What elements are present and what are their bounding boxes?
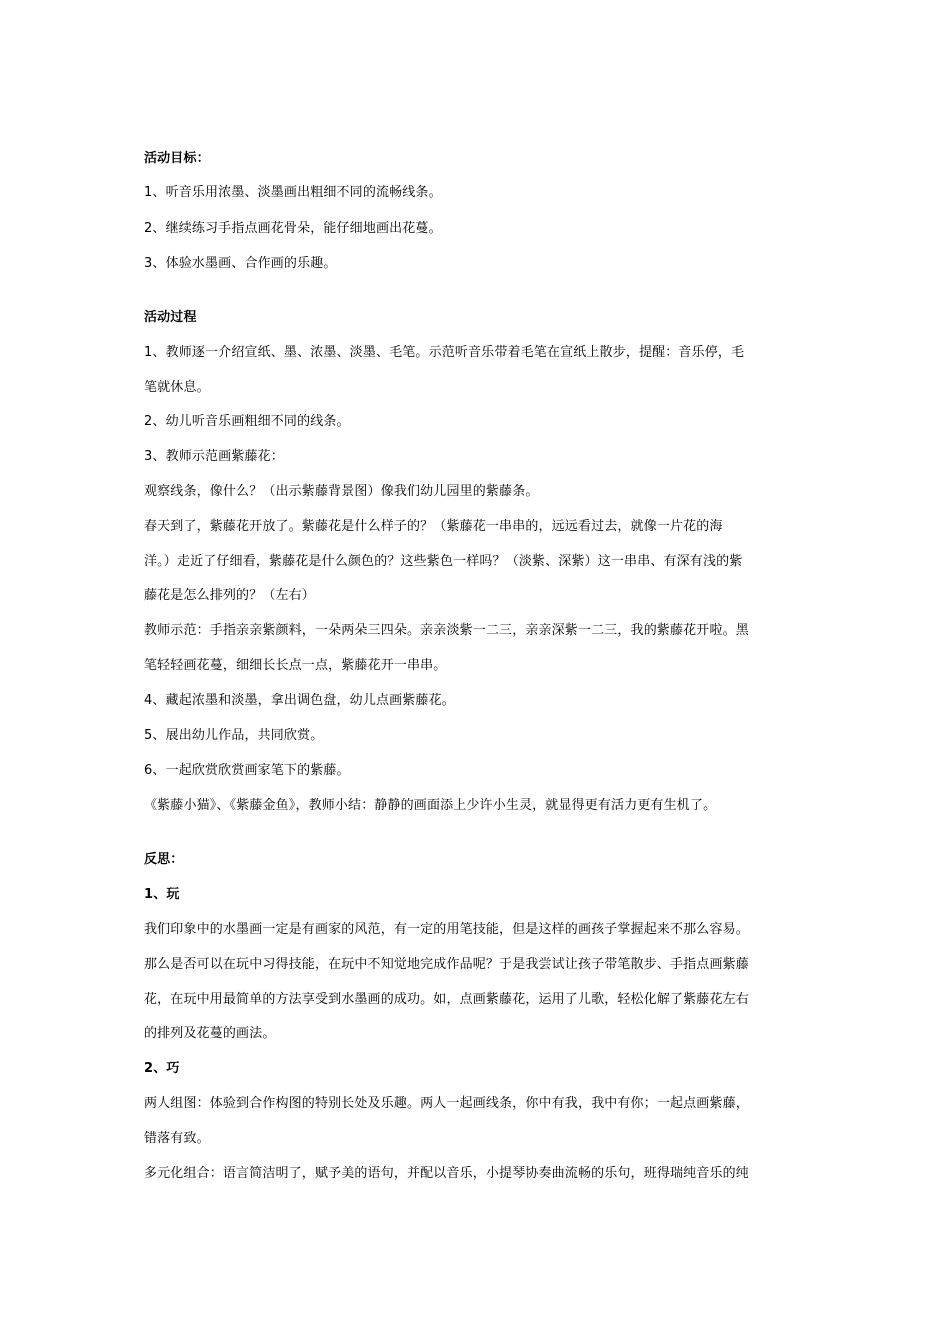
section-heading-process: 活动过程 — [144, 310, 197, 325]
process-line: 春天到了，紫藤花开放了。紫藤花是什么样子的？（紫藤花一串串的，远远看过去，就像一片花的海 — [144, 519, 723, 534]
reflection-line: 那么是否可以在玩中习得技能，在玩中不知觉地完成作品呢？于是我尝试让孩子带笔散步、手指点画紫藤 — [144, 957, 749, 972]
process-line: 笔就休息。 — [144, 380, 210, 395]
process-line: 1、教师逐一介绍宣纸、墨、浓墨、淡墨、毛笔。示范听音乐带着毛笔在宣纸上散步，提醒：音乐停，毛 — [144, 345, 745, 360]
goal-item: 3、体验水墨画、合作画的乐趣。 — [144, 256, 337, 271]
process-line: 3、教师示范画紫藤花： — [144, 449, 284, 464]
section-heading-reflection: 反思： — [144, 852, 184, 867]
process-line: 4、藏起浓墨和淡墨，拿出调色盘，幼儿点画紫藤花。 — [144, 693, 455, 708]
process-line: 5、展出幼儿作品，共同欣赏。 — [144, 728, 324, 743]
process-line: 《紫藤小猫》、《紫藤金鱼》，教师小结：静静的画面添上少许小生灵，就显得更有活力更有生机了。 — [144, 798, 717, 813]
reflection-subheading-skill: 2、巧 — [144, 1061, 180, 1076]
reflection-line: 的排列及花蔓的画法。 — [144, 1026, 276, 1041]
goal-item: 2、继续练习手指点画花骨朵，能仔细地画出花蔓。 — [144, 221, 442, 236]
reflection-line: 两人组图：体验到合作构图的特别长处及乐趣。两人一起画线条，你中有我，我中有你；一起点画紫藤， — [144, 1096, 749, 1111]
reflection-line: 多元化组合：语言简洁明了，赋予美的语句，并配以音乐，小提琴协奏曲流畅的乐句，班得瑞纯音乐的纯 — [144, 1166, 749, 1181]
reflection-subheading-play: 1、玩 — [144, 887, 180, 902]
process-line: 2、幼儿听音乐画粗细不同的线条。 — [144, 414, 350, 429]
process-line: 6、一起欣赏欣赏画家笔下的紫藤。 — [144, 763, 350, 778]
goal-item: 1、听音乐用浓墨、淡墨画出粗细不同的流畅线条。 — [144, 185, 442, 200]
process-line: 笔轻轻画花蔓，细细长长点一点，紫藤花开一串串。 — [144, 658, 447, 673]
reflection-line: 花，在玩中用最简单的方法享受到水墨画的成功。如，点画紫藤花，运用了儿歌，轻松化解了紫藤花左右 — [144, 992, 749, 1007]
process-line: 藤花是怎么排列的？（左右） — [144, 588, 315, 603]
process-line: 观察线条，像什么？（出示紫藤背景图）像我们幼儿园里的紫藤条。 — [144, 484, 539, 499]
process-line: 教师示范：手指亲亲紫颜料，一朵两朵三四朵。亲亲淡紫一二三，亲亲深紫一二三，我的紫藤花开啦。黑 — [144, 623, 749, 638]
reflection-line: 我们印象中的水墨画一定是有画家的风范，有一定的用笔技能，但是这样的画孩子掌握起来不那么容易。 — [144, 922, 749, 937]
reflection-line: 错落有致。 — [144, 1131, 210, 1146]
process-line: 洋。）走近了仔细看，紫藤花是什么颜色的？这些紫色一样吗？（淡紫、深紫）这一串串、有深有浅的紫 — [144, 554, 743, 569]
section-heading-goals: 活动目标： — [144, 151, 210, 166]
